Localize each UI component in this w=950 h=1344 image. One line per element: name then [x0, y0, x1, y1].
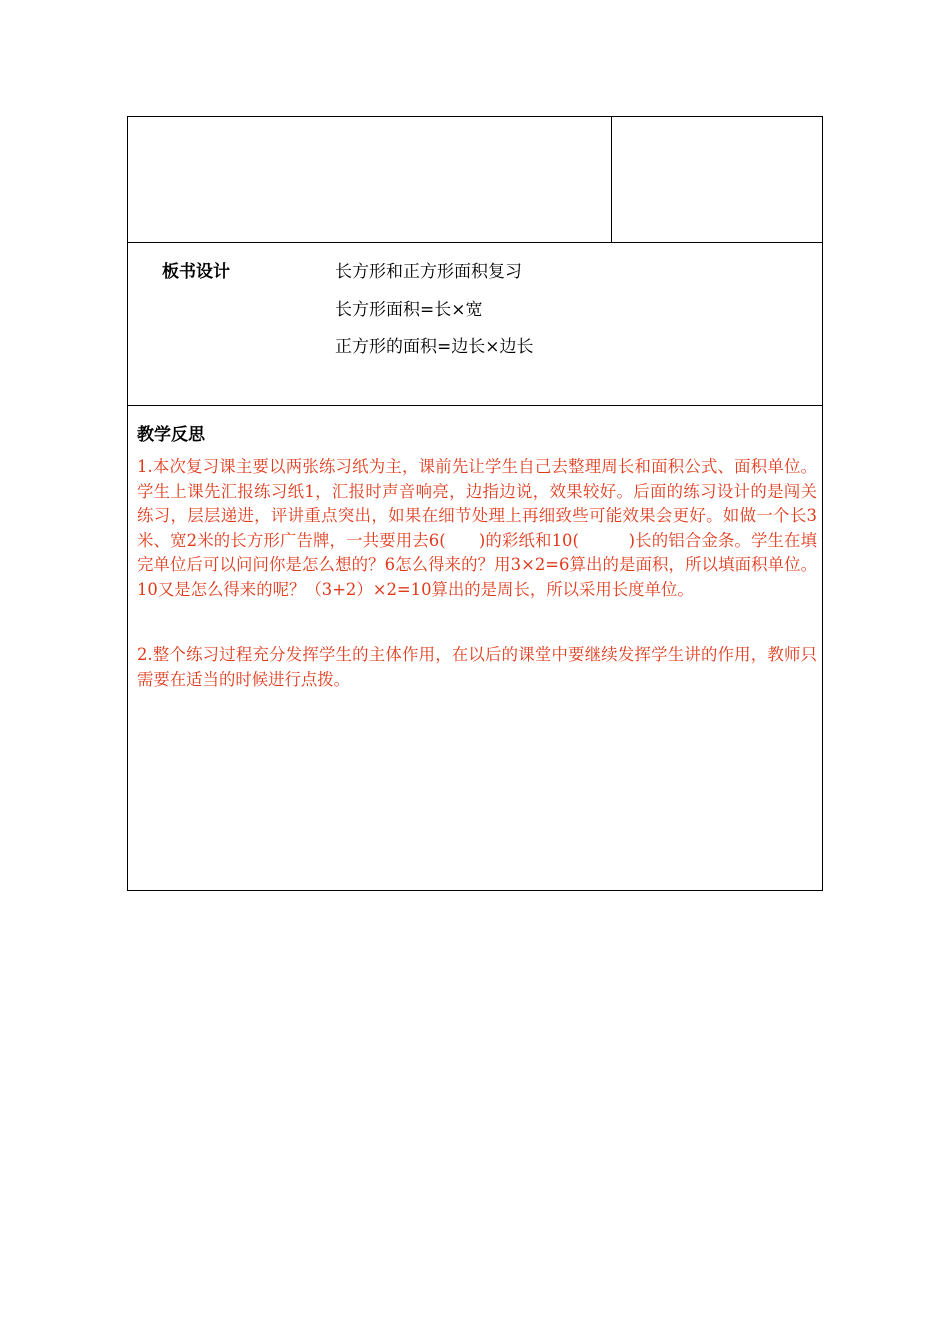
lesson-plan-table [127, 116, 823, 891]
board-line-rectangle-formula: 长方形面积=长×宽 [335, 300, 483, 320]
reflection-paragraph-2: 2.整个练习过程充分发挥学生的主体作用，在以后的课堂中要继续发挥学生讲的作用，教师只需要在适当的时候进行点拨。 [137, 645, 817, 689]
board-design-label: 板书设计 [162, 262, 230, 282]
reflection-title: 教学反思 [137, 425, 205, 445]
reflection-row [128, 406, 822, 890]
board-line-square-formula: 正方形的面积=边长×边长 [335, 337, 534, 357]
board-line-title: 长方形和正方形面积复习 [335, 262, 522, 282]
board-design-row [128, 243, 822, 406]
column-divider [611, 117, 612, 242]
blank-row [128, 117, 822, 243]
reflection-paragraph-1: 1.本次复习课主要以两张练习纸为主，课前先让学生自己去整理周长和面积公式、面积单位。学生上课先汇报练习纸1，汇报时声音响亮，边指边说，效果较好。后面的练习设计的是闯关练习，层层递进，评讲重点突出，如果在细节处理上再细致些可能效果会更好。如做一个长3米、宽2米的长方形广告牌，一共要用去6( )的彩纸和10( )长的铝合金条。学生在填完单位后可以问问你是怎么想的？6怎么得来的？用3×2=6算出的是面积，所以填面积单位。10又是怎么得来的呢？（3+2）×2=10算出的是周长，所以采用长度单位。 [137, 457, 817, 599]
